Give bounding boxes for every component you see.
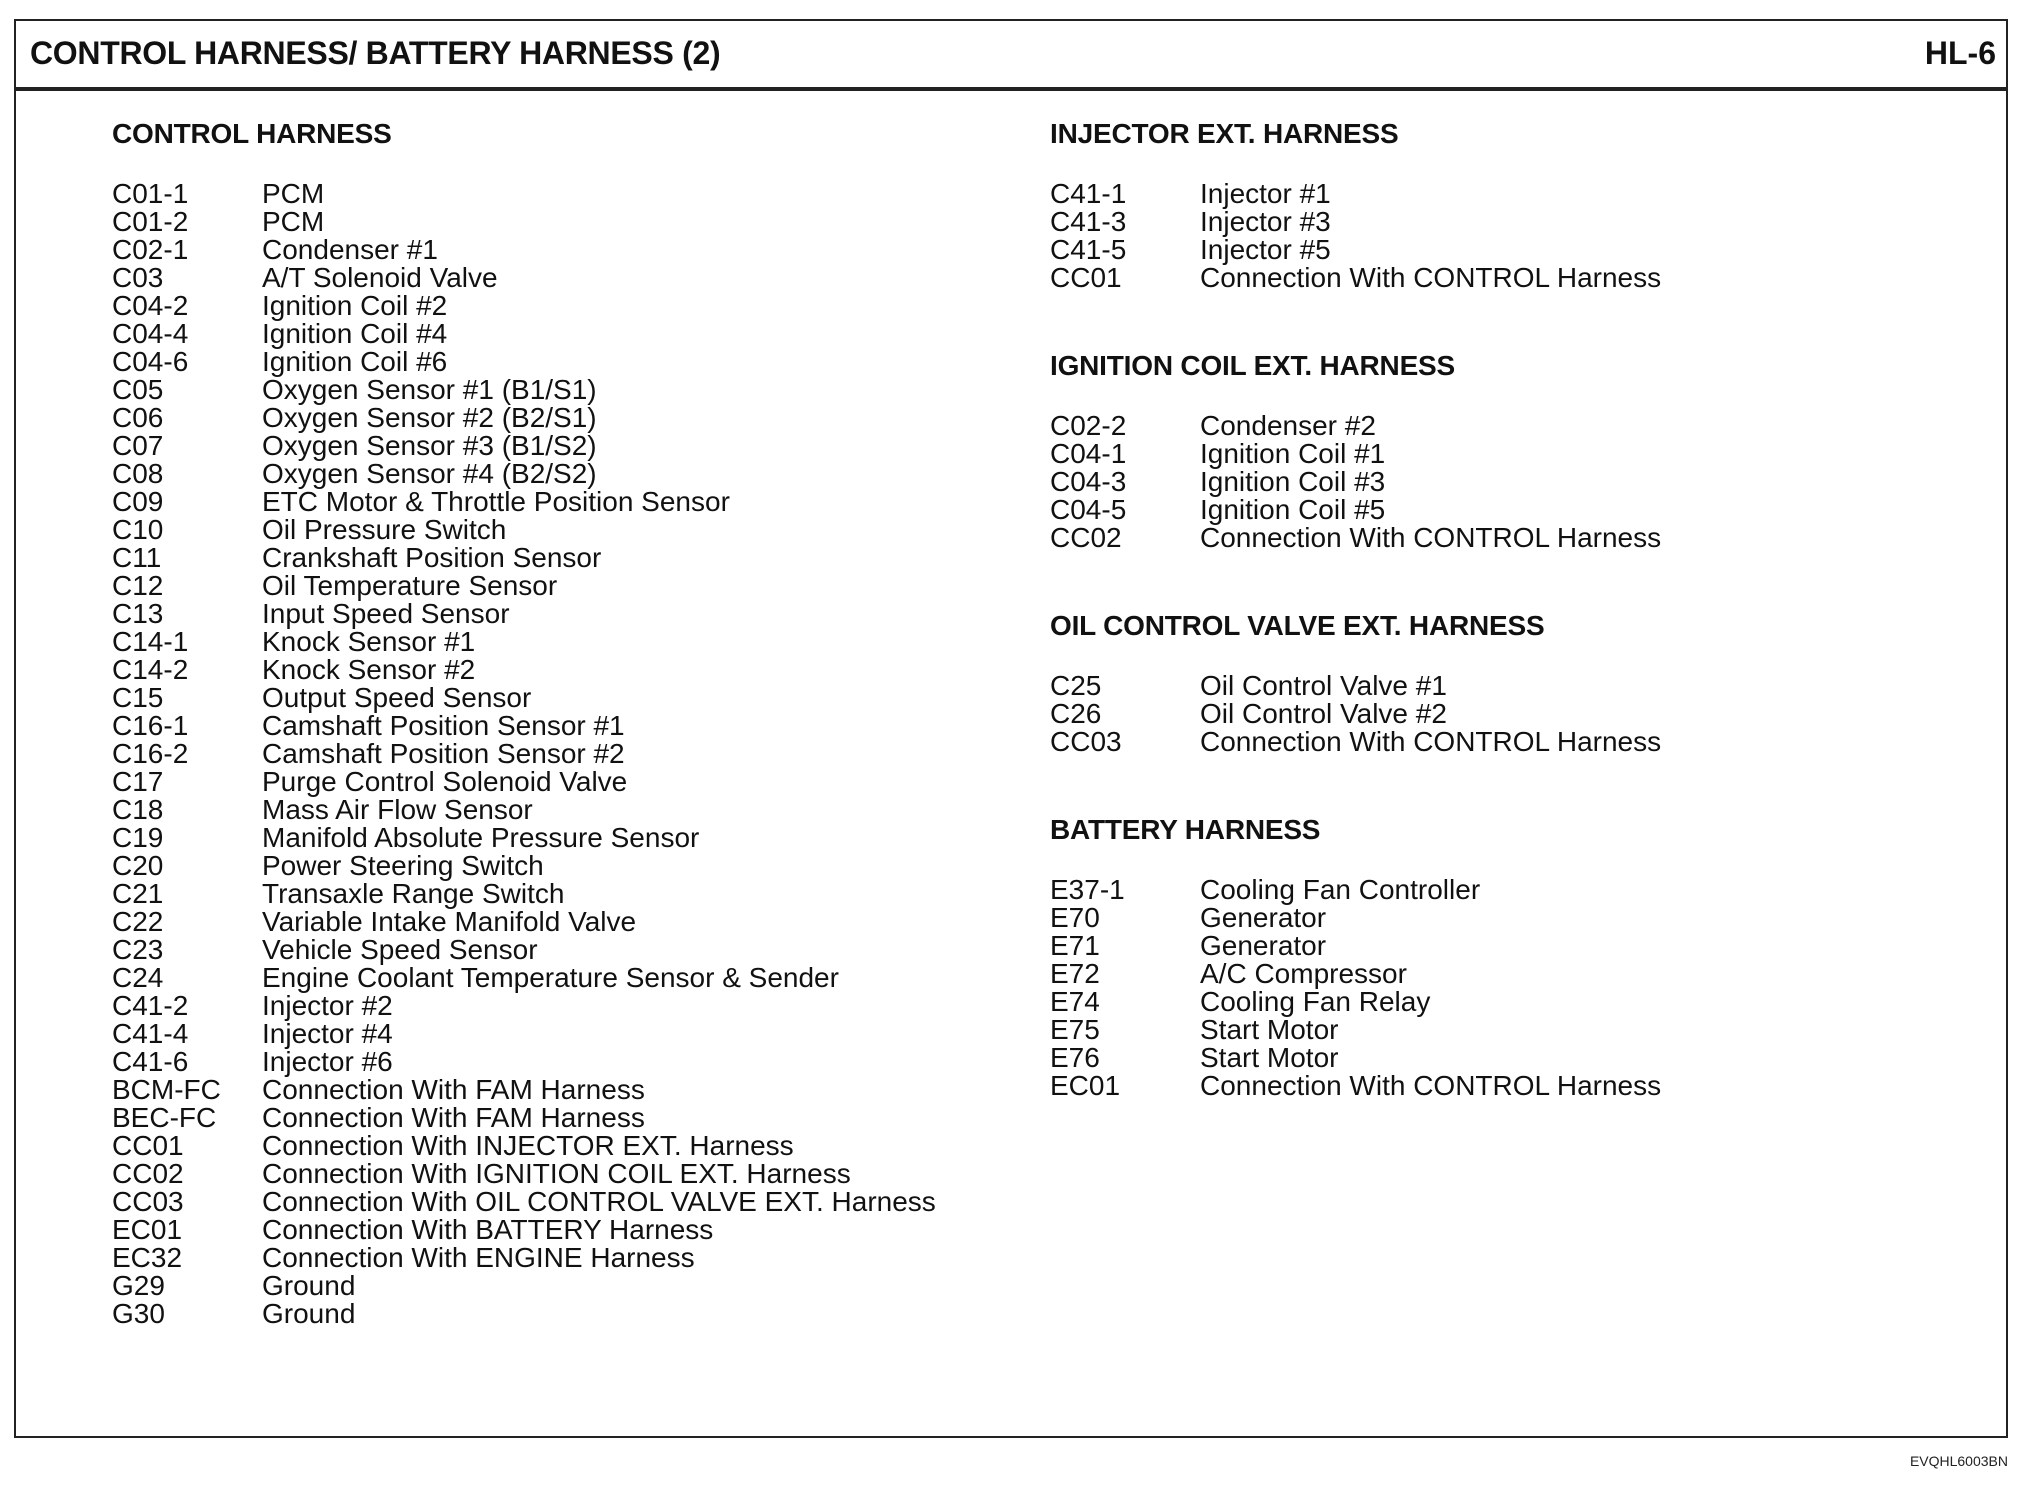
connector-entry [112, 432, 992, 460]
connector-code: C13 [112, 598, 164, 629]
connector-description: PCM [262, 206, 325, 237]
connector-description: Start Motor [1200, 1014, 1339, 1045]
connector-description: Condenser #1 [262, 234, 438, 265]
connector-code: C04-3 [1050, 466, 1127, 497]
connector-description: PCM [262, 178, 325, 209]
connector-description: Input Speed Sensor [262, 598, 510, 629]
connector-code: C41-3 [1050, 206, 1127, 237]
connector-entry [1050, 728, 1950, 756]
connector-code: C24 [112, 962, 164, 993]
connector-entry [112, 684, 992, 712]
connector-code: C16-1 [112, 710, 189, 741]
connector-description: Ignition Coil #4 [262, 318, 448, 349]
connector-list [1050, 876, 1950, 1100]
connector-description: Ground [262, 1270, 356, 1301]
connector-code: EC32 [112, 1242, 183, 1273]
connector-code: C02-1 [112, 234, 189, 265]
connector-code: CC01 [112, 1130, 184, 1161]
connector-entry [112, 404, 992, 432]
connector-entry [112, 880, 992, 908]
connector-code: E37-1 [1050, 874, 1125, 905]
connector-description: Oil Temperature Sensor [262, 570, 558, 601]
connector-list [1050, 180, 1950, 292]
connector-entry [1050, 264, 1950, 292]
connector-description: Oxygen Sensor #3 (B1/S2) [262, 430, 597, 461]
connector-entry [1050, 1072, 1950, 1100]
connector-code: C01-1 [112, 178, 189, 209]
connector-description: Cooling Fan Relay [1200, 986, 1431, 1017]
connector-description: Power Steering Switch [262, 850, 544, 881]
connector-code: C01-2 [112, 206, 189, 237]
section-ignition-coil-ext-harness [1050, 348, 1950, 552]
connector-entry [112, 768, 992, 796]
connector-description: Injector #3 [1200, 206, 1331, 237]
connector-entry [112, 1244, 992, 1272]
connector-description: Transaxle Range Switch [262, 878, 565, 909]
section-control-harness [112, 116, 992, 1328]
connector-entry [1050, 1044, 1950, 1072]
connector-code: C19 [112, 822, 164, 853]
connector-description: Oxygen Sensor #4 (B2/S2) [262, 458, 597, 489]
connector-code: C41-5 [1050, 234, 1127, 265]
connector-entry [112, 1076, 992, 1104]
connector-description: Ignition Coil #1 [1200, 438, 1386, 469]
connector-code: E75 [1050, 1014, 1100, 1045]
connector-entry [112, 264, 992, 292]
connector-code: C09 [112, 486, 164, 517]
connector-entry [112, 1216, 992, 1244]
connector-description: Ignition Coil #5 [1200, 494, 1386, 525]
connector-entry [112, 964, 992, 992]
connector-description: Oil Pressure Switch [262, 514, 507, 545]
connector-description: Connection With FAM Harness [262, 1074, 645, 1105]
connector-code: C04-6 [112, 346, 189, 377]
connector-entry [1050, 672, 1950, 700]
connector-entry [1050, 208, 1950, 236]
connector-description: Manifold Absolute Pressure Sensor [262, 822, 700, 853]
connector-entry [1050, 932, 1950, 960]
connector-description: Generator [1200, 902, 1327, 933]
connector-entry [112, 544, 992, 572]
connector-code: C21 [112, 878, 164, 909]
connector-description: Oxygen Sensor #2 (B2/S1) [262, 402, 597, 433]
connector-entry [1050, 1016, 1950, 1044]
connector-code: E76 [1050, 1042, 1100, 1073]
connector-entry [1050, 412, 1950, 440]
connector-description: Injector #2 [262, 990, 393, 1021]
connector-entry [112, 908, 992, 936]
connector-entry [112, 208, 992, 236]
connector-entry [112, 740, 992, 768]
connector-description: Output Speed Sensor [262, 682, 532, 713]
connector-description: Connection With OIL CONTROL VALVE EXT. Harness [262, 1186, 936, 1217]
connector-code: C26 [1050, 698, 1102, 729]
connector-description: A/C Compressor [1200, 958, 1407, 989]
connector-entry [1050, 440, 1950, 468]
connector-description: Engine Coolant Temperature Sensor & Sender [262, 962, 839, 993]
connector-code: CC03 [1050, 726, 1122, 757]
connector-code: EC01 [112, 1214, 183, 1245]
connector-entry [112, 992, 992, 1020]
connector-entry [112, 1104, 992, 1132]
connector-description: Injector #4 [262, 1018, 393, 1049]
connector-code: C25 [1050, 670, 1102, 701]
connector-entry [112, 1300, 992, 1328]
connector-description: Connection With FAM Harness [262, 1102, 645, 1133]
connector-description: ETC Motor & Throttle Position Sensor [262, 486, 730, 517]
section-oil-control-valve-ext-harness [1050, 608, 1950, 756]
connector-description: Injector #6 [262, 1046, 393, 1077]
connector-description: Crankshaft Position Sensor [262, 542, 602, 573]
connector-entry [1050, 700, 1950, 728]
connector-entry [112, 796, 992, 824]
connector-code: CC02 [112, 1158, 184, 1189]
connector-entry [112, 628, 992, 656]
connector-code: C04-5 [1050, 494, 1127, 525]
connector-entry [1050, 960, 1950, 988]
connector-entry [112, 236, 992, 264]
page-code: HL-6 [1924, 35, 1996, 71]
connector-description: Connection With ENGINE Harness [262, 1242, 695, 1273]
connector-entry [112, 1272, 992, 1300]
connector-description: Camshaft Position Sensor #1 [262, 710, 625, 741]
connector-code: C06 [112, 402, 164, 433]
connector-entry [112, 1132, 992, 1160]
connector-description: Mass Air Flow Sensor [262, 794, 533, 825]
connector-code: C41-6 [112, 1046, 189, 1077]
connector-code: C15 [112, 682, 164, 713]
connector-code: G30 [112, 1298, 165, 1329]
connector-code: BCM-FC [112, 1074, 221, 1105]
connector-entry [112, 936, 992, 964]
section-title: INJECTOR EXT. HARNESS [1050, 118, 1399, 149]
connector-description: Oxygen Sensor #1 (B1/S1) [262, 374, 597, 405]
connector-entry [1050, 496, 1950, 524]
connector-code: C08 [112, 458, 164, 489]
connector-code: C41-1 [1050, 178, 1127, 209]
connector-code: C04-1 [1050, 438, 1127, 469]
right-column [1050, 116, 1950, 1156]
connector-description: Connection With CONTROL Harness [1200, 262, 1662, 293]
connector-entry [112, 712, 992, 740]
connector-description: Oil Control Valve #1 [1200, 670, 1447, 701]
connector-code: C03 [112, 262, 164, 293]
connector-description: Connection With IGNITION COIL EXT. Harness [262, 1158, 851, 1189]
connector-code: E74 [1050, 986, 1100, 1017]
connector-entry [112, 320, 992, 348]
connector-code: C16-2 [112, 738, 189, 769]
connector-list [1050, 412, 1950, 552]
connector-code: C14-2 [112, 654, 189, 685]
section-title: OIL CONTROL VALVE EXT. HARNESS [1050, 610, 1545, 641]
connector-entry [112, 852, 992, 880]
connector-code: C05 [112, 374, 164, 405]
connector-description: Connection With CONTROL Harness [1200, 726, 1662, 757]
connector-entry [1050, 180, 1950, 208]
page-header [16, 21, 2006, 91]
connector-description: Knock Sensor #2 [262, 654, 476, 685]
connector-entry [1050, 904, 1950, 932]
connector-description: Connection With CONTROL Harness [1200, 522, 1662, 553]
connector-description: Ignition Coil #3 [1200, 466, 1386, 497]
connector-entry [112, 376, 992, 404]
connector-code: C11 [112, 542, 162, 573]
connector-code: C02-2 [1050, 410, 1127, 441]
connector-entry [112, 572, 992, 600]
connector-description: Connection With INJECTOR EXT. Harness [262, 1130, 794, 1161]
connector-code: C22 [112, 906, 164, 937]
connector-description: A/T Solenoid Valve [262, 262, 498, 293]
connector-description: Connection With CONTROL Harness [1200, 1070, 1662, 1101]
page-title: CONTROL HARNESS/ BATTERY HARNESS (2) [30, 35, 721, 71]
section-battery-harness [1050, 812, 1950, 1100]
connector-entry [112, 292, 992, 320]
connector-entry [112, 656, 992, 684]
connector-code: C04-4 [112, 318, 189, 349]
connector-description: Ignition Coil #6 [262, 346, 448, 377]
connector-code: C20 [112, 850, 164, 881]
section-title: IGNITION COIL EXT. HARNESS [1050, 350, 1455, 381]
connector-entry [112, 600, 992, 628]
connector-entry [1050, 876, 1950, 904]
connector-entry [112, 1160, 992, 1188]
connector-description: Start Motor [1200, 1042, 1339, 1073]
connector-entry [112, 348, 992, 376]
connector-description: Condenser #2 [1200, 410, 1376, 441]
connector-code: G29 [112, 1270, 165, 1301]
connector-description: Oil Control Valve #2 [1200, 698, 1447, 729]
connector-description: Generator [1200, 930, 1327, 961]
connector-description: Connection With BATTERY Harness [262, 1214, 714, 1245]
connector-description: Injector #5 [1200, 234, 1331, 265]
section-title: BATTERY HARNESS [1050, 814, 1321, 845]
connector-description: Variable Intake Manifold Valve [262, 906, 637, 937]
connector-description: Knock Sensor #1 [262, 626, 476, 657]
connector-entry [1050, 524, 1950, 552]
connector-entry [112, 1188, 992, 1216]
connector-code: C04-2 [112, 290, 189, 321]
connector-code: C23 [112, 934, 164, 965]
connector-entry [112, 180, 992, 208]
connector-code: C18 [112, 794, 164, 825]
connector-entry [112, 824, 992, 852]
connector-code: EC01 [1050, 1070, 1121, 1101]
connector-code: E72 [1050, 958, 1100, 989]
connector-code: C41-4 [112, 1018, 189, 1049]
connector-entry [112, 1020, 992, 1048]
connector-description: Cooling Fan Controller [1200, 874, 1481, 905]
connector-code: BEC-FC [112, 1102, 217, 1133]
connector-description: Camshaft Position Sensor #2 [262, 738, 625, 769]
connector-code: C12 [112, 570, 164, 601]
connector-code: C14-1 [112, 626, 189, 657]
connector-description: Ignition Coil #2 [262, 290, 448, 321]
connector-code: E70 [1050, 902, 1100, 933]
connector-code: C41-2 [112, 990, 189, 1021]
connector-entry [1050, 988, 1950, 1016]
connector-entry [1050, 468, 1950, 496]
connector-entry [112, 1048, 992, 1076]
connector-entry [112, 460, 992, 488]
connector-list [1050, 672, 1950, 756]
connector-code: C07 [112, 430, 164, 461]
connector-entry [112, 488, 992, 516]
connector-code: E71 [1050, 930, 1100, 961]
connector-code: C17 [112, 766, 164, 797]
connector-description: Purge Control Solenoid Valve [262, 766, 628, 797]
connector-description: Vehicle Speed Sensor [262, 934, 538, 965]
left-column [112, 116, 992, 1384]
connector-description: Ground [262, 1298, 356, 1329]
footer-code: EVQHL6003BN [1909, 1453, 2008, 1469]
connector-description: Injector #1 [1200, 178, 1331, 209]
connector-list [112, 180, 992, 1328]
connector-entry [112, 516, 992, 544]
connector-code: C10 [112, 514, 164, 545]
connector-code: CC03 [112, 1186, 184, 1217]
connector-entry [1050, 236, 1950, 264]
section-title: CONTROL HARNESS [112, 118, 392, 149]
connector-code: CC01 [1050, 262, 1122, 293]
connector-code: CC02 [1050, 522, 1122, 553]
section-injector-ext-harness [1050, 116, 1950, 292]
